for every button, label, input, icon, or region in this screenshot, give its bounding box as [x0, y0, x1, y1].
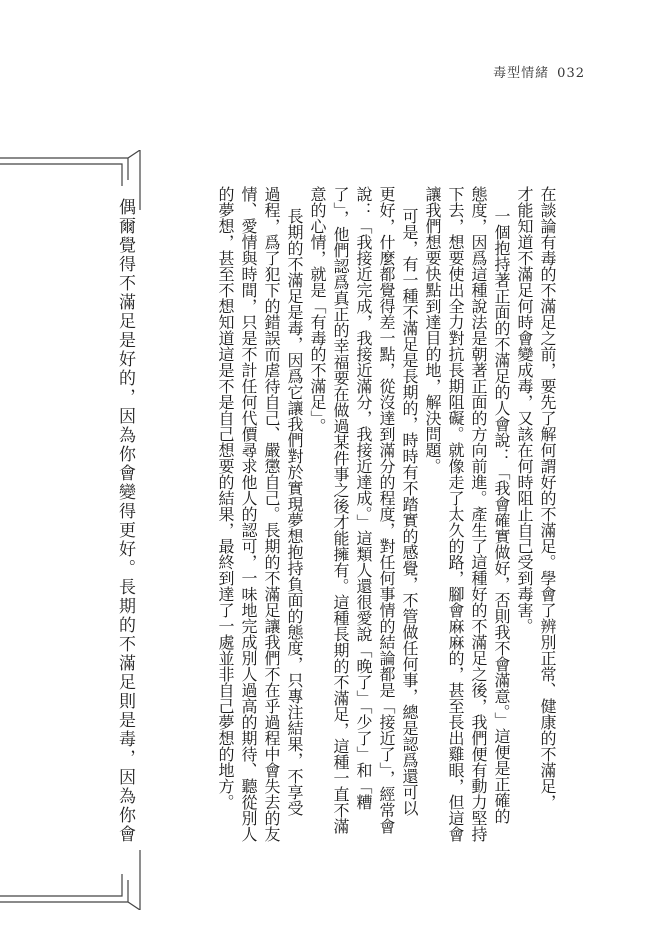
text-line: 說：「我接近完成，我接近滿分，我接近達成。」這類人還很愛說「晚了」「少了」和「糟 — [354, 186, 373, 810]
page-number: 032 — [557, 66, 585, 81]
text-line: 過程，爲了犯下的錯誤而虐待自己、嚴懲自己。長期的不滿足讓我們不在乎過程中會失去的友 — [262, 186, 281, 842]
text-line: 才能知道不滿足何時會變成毒，又該在何時阻止自己受到毒害。 — [515, 186, 534, 634]
text-line: 更好，什麼都覺得差一點，從沒達到滿分的程度，對任何事情的結論都是「接近了」，經常會 — [377, 186, 396, 834]
text-line: 情、愛情與時間，只是不計任何代價尋求他人的認可，一味地完成別人過高的期待、聽從別人 — [239, 186, 258, 842]
book-title: 毒型情緒 — [493, 66, 550, 81]
text-line: 長期的不滿足是毒，因爲它讓我們對於實現夢想抱持負面的態度，只專注結果，不享受 — [285, 208, 304, 816]
text-line: 意的心情，就是「有毒的不滿足」。 — [308, 186, 327, 434]
text-line: 態度，因爲這種說法是朝著正面的方向前進。產生了這種好的不滿足之後，我們便有動力堅持 — [469, 186, 488, 842]
running-header — [493, 62, 585, 81]
text-line: 了」，他們認爲真正的幸福要在做過某件事之後才能擁有。這種長期的不滿足，這種一直不滿 — [331, 186, 350, 834]
pull-quote: 偶爾覺得不滿足是好的，因為你會變得更好。長期的不滿足則是毒，因為你會 — [115, 198, 135, 844]
text-line: 的夢想，甚至不想知道這是不是自己想要的結果，最終到達了一處並非自己夢想的地方。 — [216, 186, 235, 810]
text-line: 下去，想要使出全力對抗長期阻礙。就像走了太久的路，腳會麻麻的，甚至長出雞眼，但這會 — [446, 186, 465, 842]
text-line: 在談論有毒的不滿足之前，要先了解何謂好的不滿足。學會了辨別正常、健康的不滿足， — [538, 186, 557, 810]
text-line: 一個抱持著正面的不滿足的人會說：「我會確實做好，否則我不會滿意。」這便是正確的 — [492, 208, 511, 824]
text-line: 可是，有一種不滿足是長期的，時時有不踏實的感覺，不管做任何事，總是認爲還可以 — [400, 208, 419, 816]
text-line: 讓我們想要快點到達目的地，解決問題。 — [423, 186, 442, 474]
